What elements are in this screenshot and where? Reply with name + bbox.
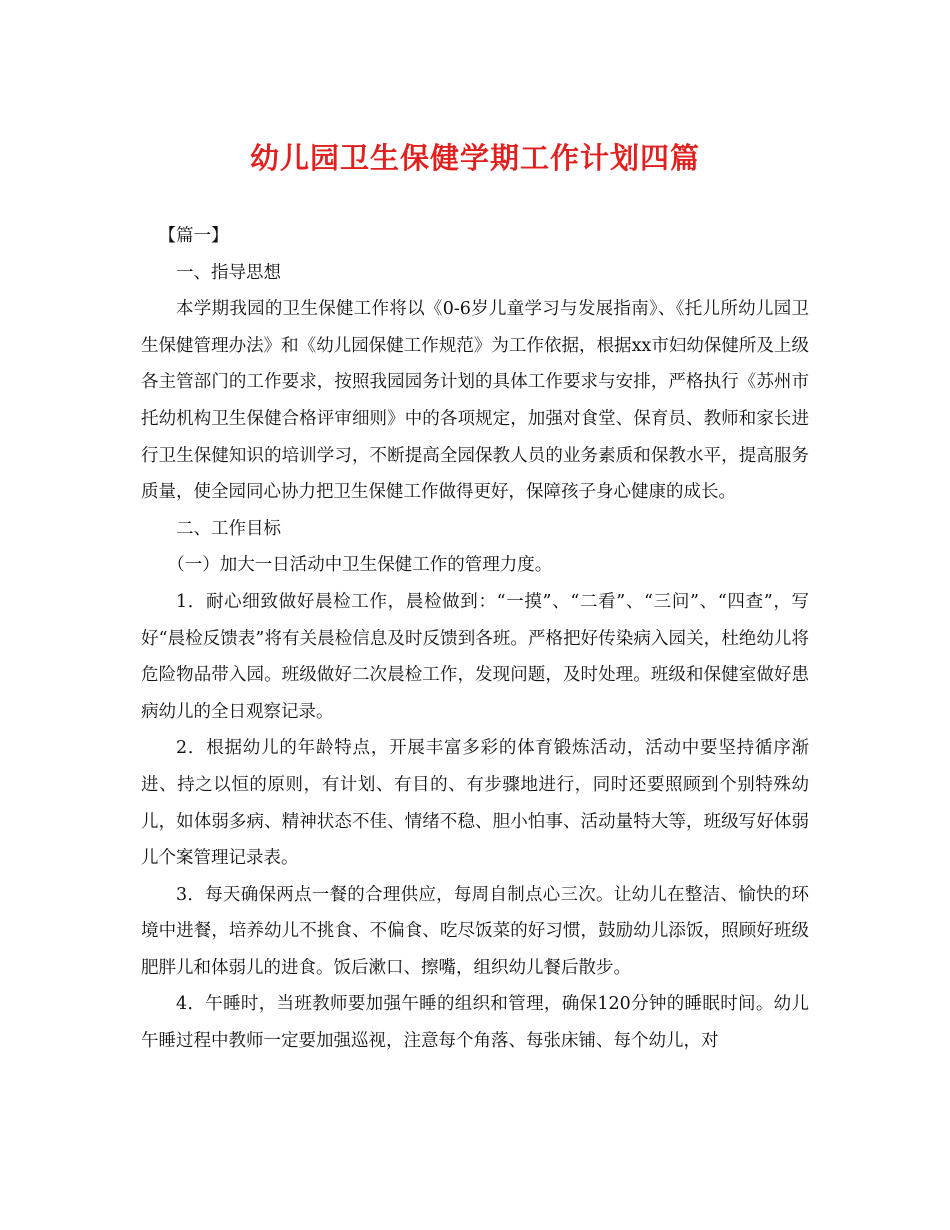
paragraph: 3．每天确保两点一餐的合理供应，每周自制点心三次。让幼儿在整洁、愉快的环境中进餐，培养幼儿不挑食、不偏食、吃尽饭菜的好习惯，鼓励幼儿添饭，照顾好班级肥胖儿和体弱儿的进食。饭后漱口、擦嘴，组织幼儿餐后散步。	[141, 884, 809, 978]
section-label: 【篇一】	[158, 226, 229, 246]
document-title: 幼儿园卫生保健学期工作计划四篇	[249, 141, 700, 175]
paragraph: 本学期我园的卫生保健工作将以《0-6岁儿童学习与发展指南》、《托儿所幼儿园卫生保健管理办法》和《幼儿园保健工作规范》为工作依据，根据xx市妇幼保健所及上级各主管部门的工作要求，按照我园园务计划的具体工作要求与安排，严格执行《苏州市托幼机构卫生保健合格评审细则》中的各项规定，加强对食堂、保育员、教师和家长进行卫生保健知识的培训学习，不断提高全园保教人员的业务素质和保教水平，提高服务质量，使全园同心协力把卫生保健工作做得更好，保障孩子身心健康的成长。	[141, 299, 809, 503]
paragraph: （一）加大一日活动中卫生保健工作的管理力度。	[167, 555, 553, 576]
paragraph: 1．耐心细致做好晨检工作，晨检做到：“一摸”、“二看”、“三问”、“四查”，写好“晨检反馈表”将有关晨检信息及时反馈到各班。严格把好传染病入园关，杜绝幼儿将危险物品带入园。班级做好二次晨检工作，发现问题，及时处理。班级和保健室做好患病幼儿的全日观察记录。	[141, 591, 809, 722]
paragraph: 一、指导思想	[176, 262, 281, 283]
paragraph: 二、工作目标	[176, 518, 281, 539]
document-body	[141, 218, 809, 1060]
paragraph: 2．根据幼儿的年龄特点，开展丰富多彩的体育锻炼活动，活动中要坚持循序渐进、持之以恒的原则，有计划、有目的、有步骤地进行，同时还要照顾到个别特殊幼儿，如体弱多病、精神状态不佳、情绪不稳、胆小怕事、活动量特大等，班级写好体弱儿个案管理记录表。	[141, 738, 809, 869]
paragraph: 4．午睡时，当班教师要加强午睡的组织和管理，确保120分钟的睡眠时间。幼儿午睡过程中教师一定要加强巡视，注意每个角落、每张床铺、每个幼儿，对	[141, 994, 809, 1052]
